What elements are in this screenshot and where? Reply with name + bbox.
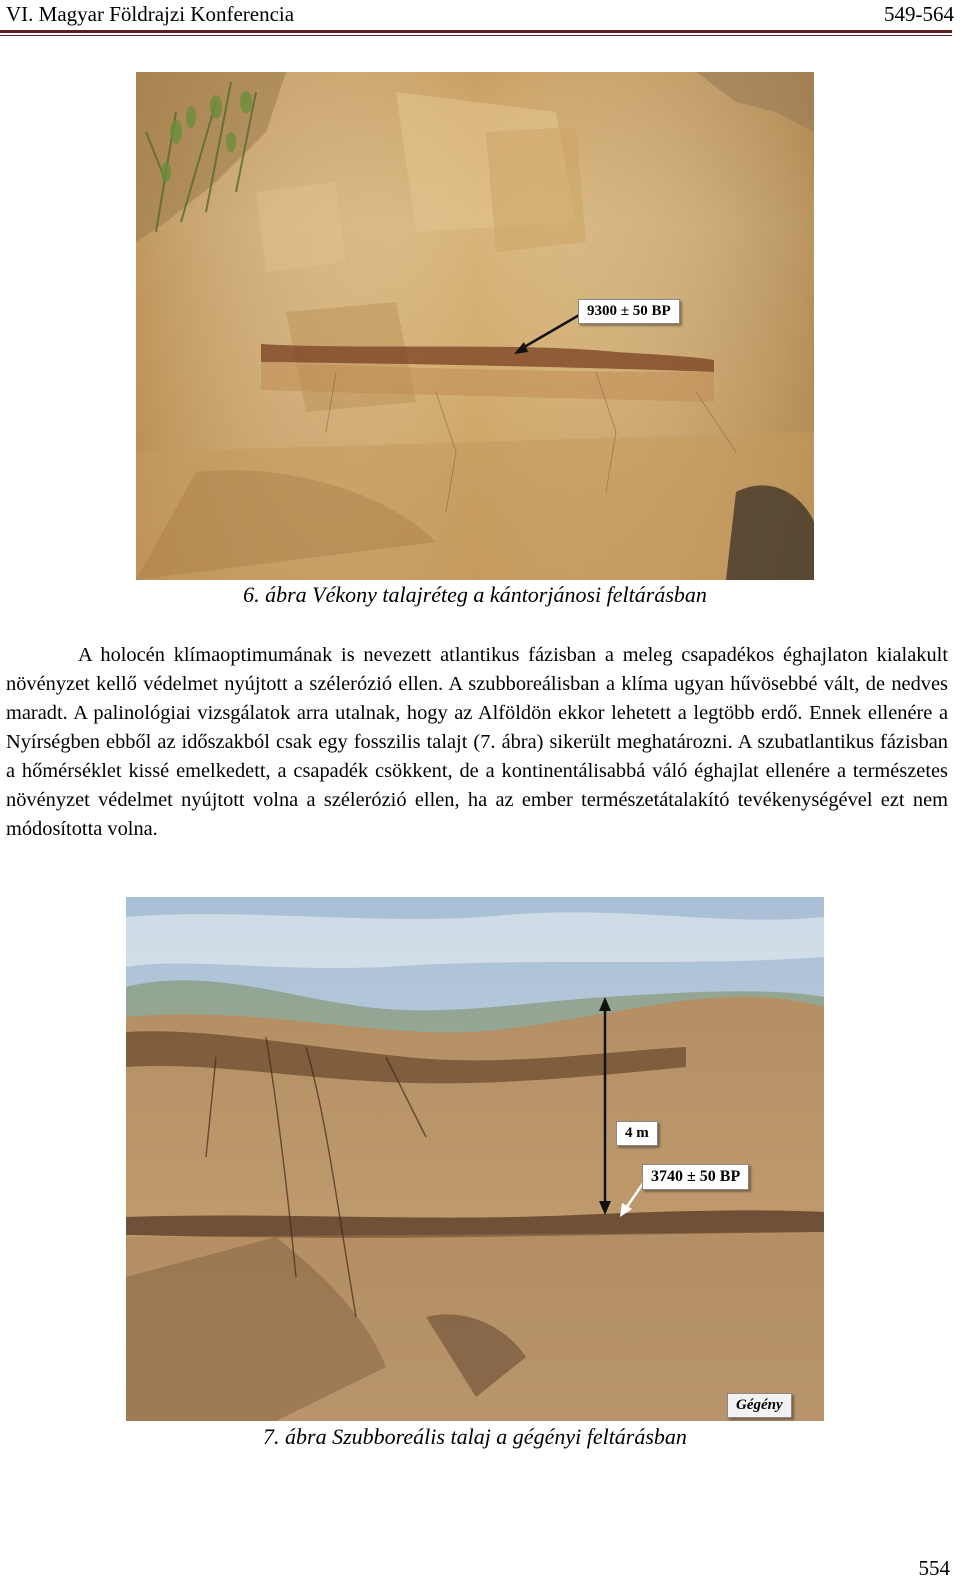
header-rule-thin — [0, 35, 952, 36]
page-range: 549-564 — [884, 2, 954, 26]
page-number: 554 — [918, 1556, 950, 1580]
figure-6-caption: 6. ábra Vékony talajréteg a kántorjánosi feltárásban — [243, 582, 707, 607]
figure-7-caption: 7. ábra Szubboreális talaj a gégényi feltárásban — [263, 1424, 687, 1449]
figure-6-photo — [136, 72, 814, 580]
site-label: Gégény — [727, 1393, 792, 1418]
conference-title: VI. Magyar Földrajzi Konferencia — [6, 2, 295, 26]
figure-7-photo — [126, 897, 824, 1421]
height-label: 4 m — [616, 1121, 658, 1146]
running-header — [6, 0, 954, 30]
paragraph-text: A holocén klímaoptimumának is nevezett atlantikus fázisban a meleg csapadékos éghajlaton kialakult növényzet kellő védelmet nyújtott a szélerózió ellen. A szubboreálisban a klíma ugyan hűvösebbé vált, de nedves maradt. A palinológiai vizsgálatok arra utalnak, hogy az Alföldön ekkor lehetett a legtöbb erdő. Ennek ellenére a Nyírségben ebből az időszakból csak egy fosszilis talajt (7. ábra) sikerült meghatározni. A szubatlantikus fázisban a hőmérséklet kissé emelkedett, a csapadék csökkent, de a kontinentálisabbá váló éghajlat ellenére a természetes növényzet védelmet nyújtott volna a szélerózió ellen, ha az ember természetátalakító tevékenységével ezt nem módosította volna. — [6, 644, 948, 840]
body-paragraph — [6, 641, 948, 844]
date-label-3740: 3740 ± 50 BP — [642, 1164, 749, 1190]
date-label-9300: 9300 ± 50 BP — [578, 299, 680, 324]
header-rule — [0, 30, 952, 33]
